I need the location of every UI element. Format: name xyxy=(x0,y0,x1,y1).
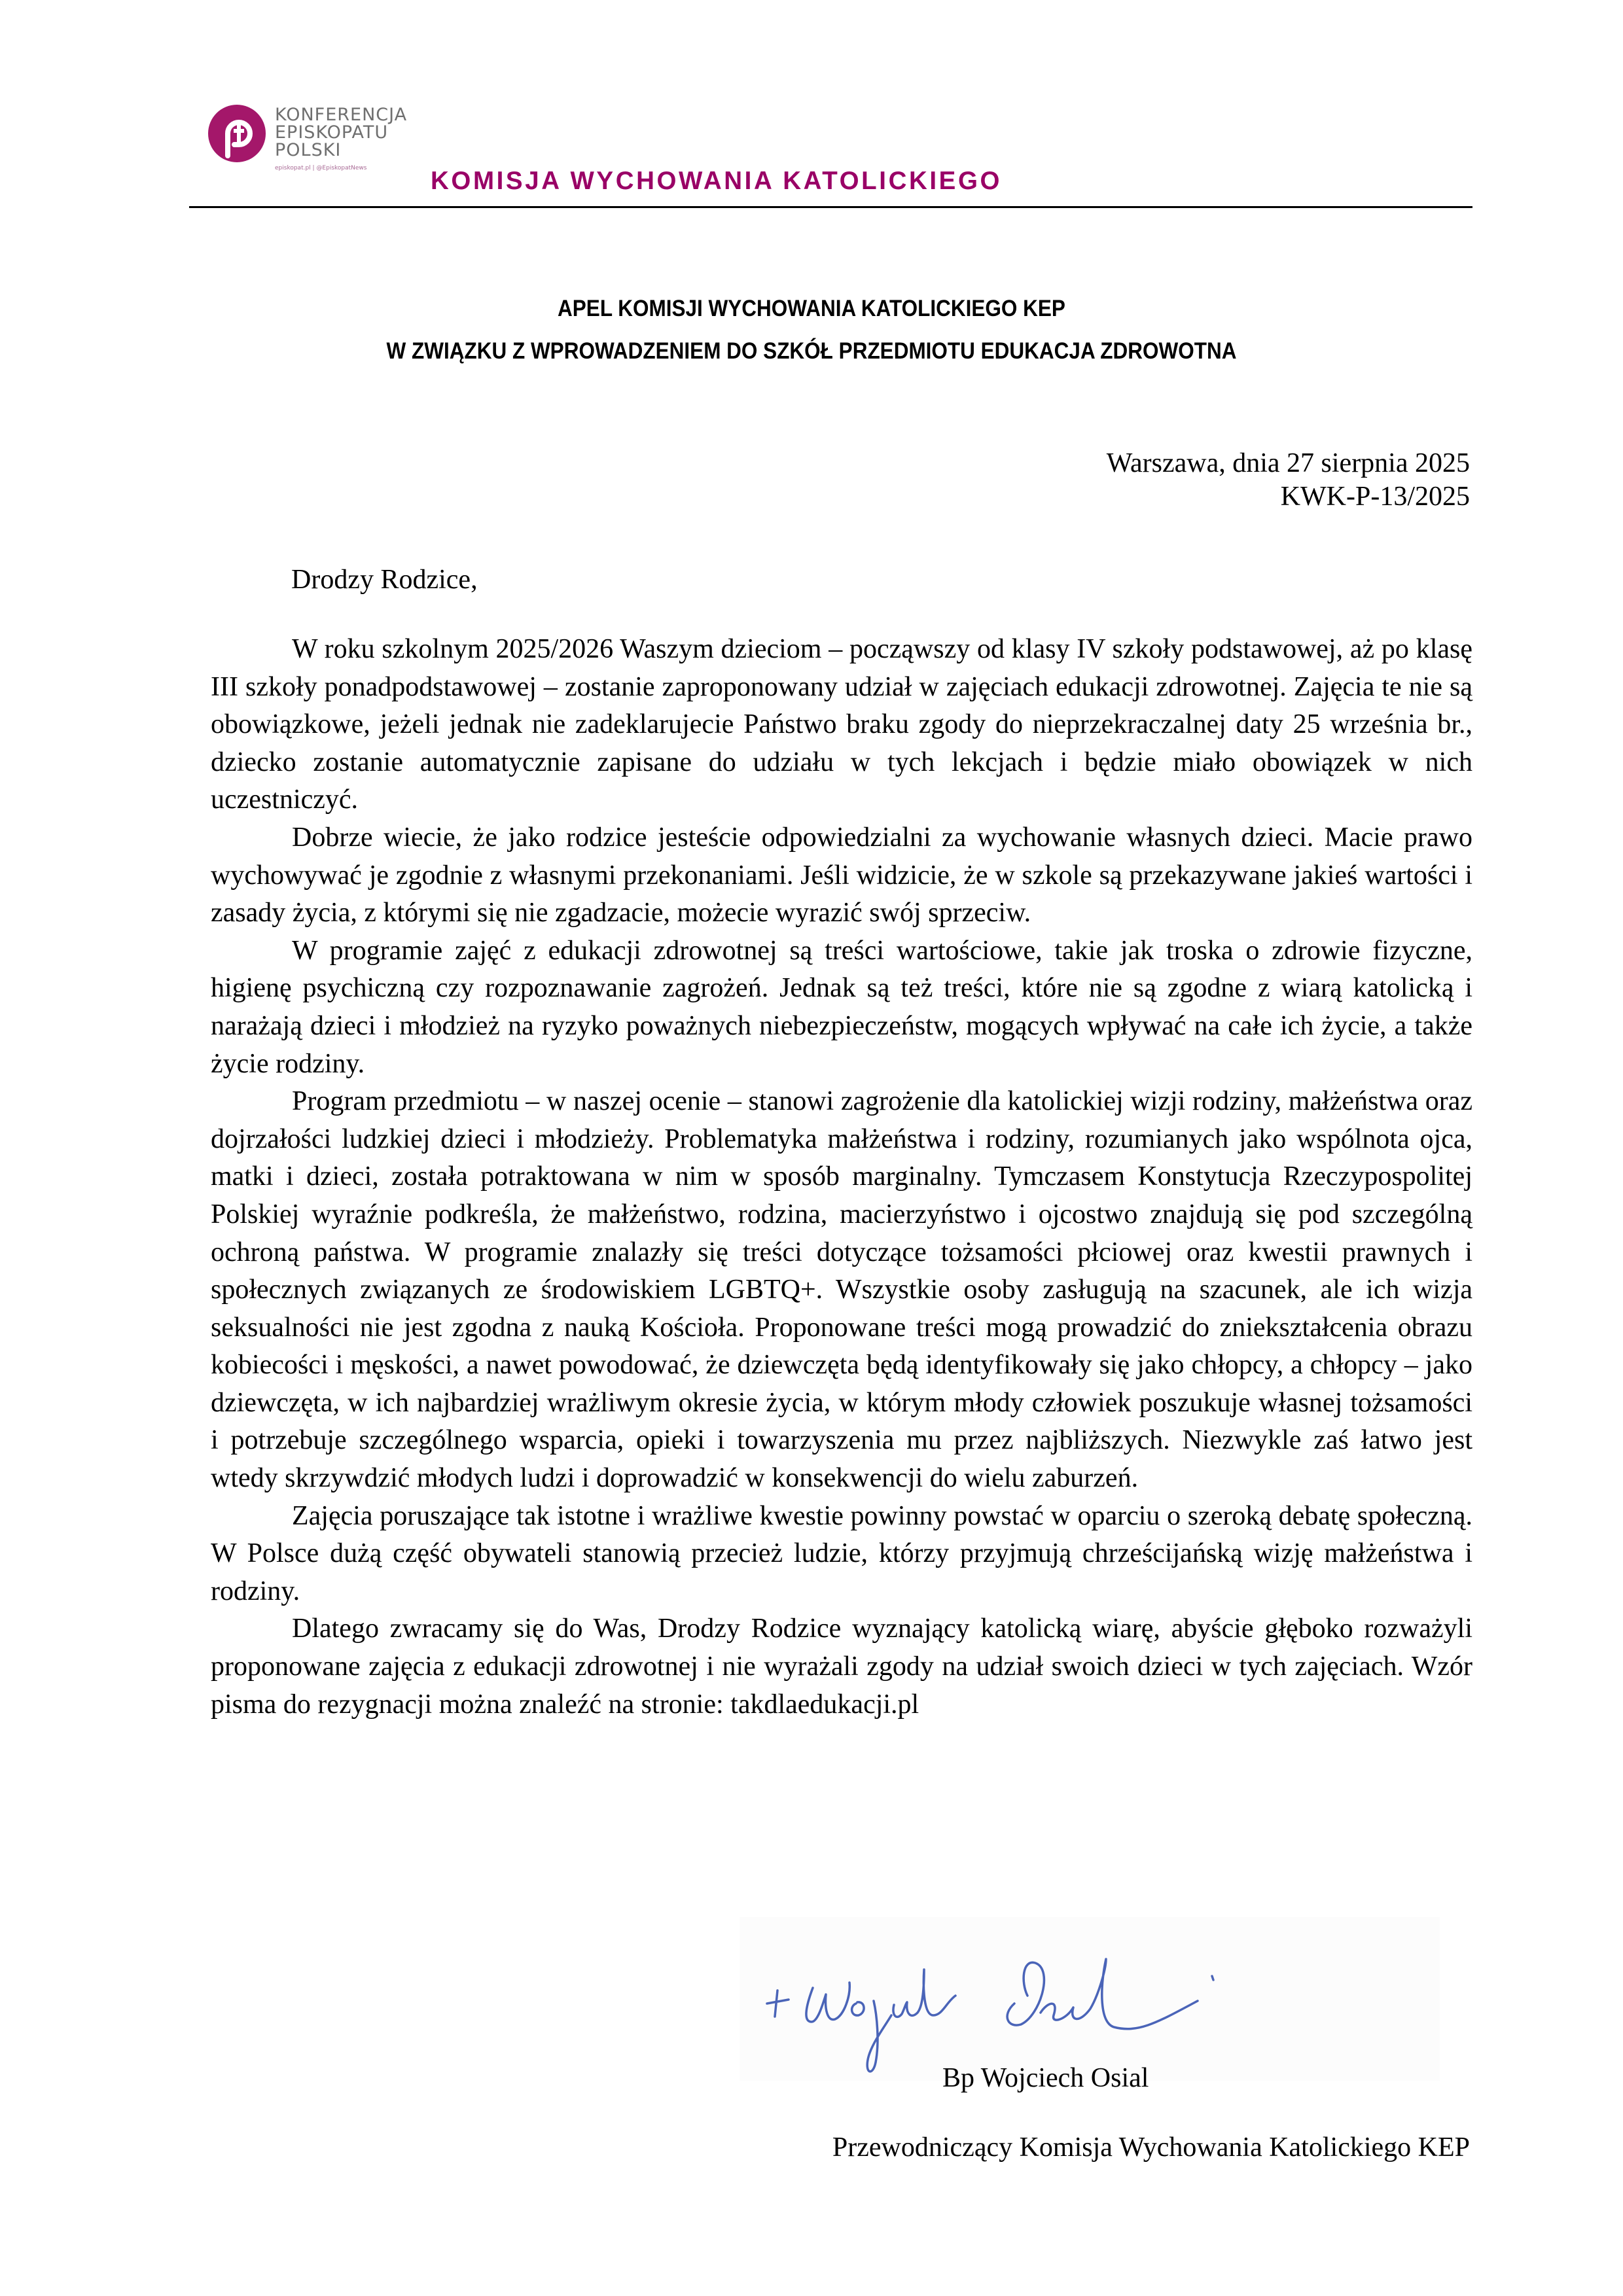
logo-wordmark xyxy=(275,106,407,159)
paragraph: Zajęcia poruszające tak istotne i wrażliwe kwestie powinny powstać w oparciu o szeroką debatę społeczną. W Polsce dużą część obywateli stanowią przecież ludzie, którzy przyjmują chrześcijańską wizję małżeństwa i rodziny. xyxy=(211,1500,1472,1606)
paragraph: Program przedmiotu – w naszej ocenie – stanowi zagrożenie dla katolickiej wizji rodziny, małżeństwa oraz dojrzałości ludzkiej dzieci i młodzieży. Problematyka małżeństwa i rodziny, rozumianych jako wspólnota ojca, matki i dzieci, została potraktowana w nim w sposób marginalny. Tymczasem Konstytucja Rzeczypospolitej Polskiej wyraźnie podkreśla, że małżeństwo, rodzina, macierzyństwo i ojcostwo znajdują się pod szczególną ochroną państwa. W programie znalazły się treści dotyczące tożsamości płciowej oraz kwestii prawnych i społecznych związanych ze środowiskiem LGBTQ+. Wszystkie osoby zasługują na szacunek, ale ich wizja seksualności nie jest zgodna z nauką Kościoła. Proponowane treści mogą prowadzić do zniekształcenia obrazu kobiecości i męskości, a nawet powodować, że dziewczęta będą identyfikowały się jako chłopcy, a chłopcy – jako dziewczęta, w ich najbardziej wrażliwym okresie życia, w którym młody człowiek poszukuje własnej tożsamości i potrzebuje szczególnego wsparcia, opieki i towarzyszenia mu przez najbliższych. Niezwykle zaś łatwo jest wtedy skrzywdzić młodych ludzi i doprowadzić w konsekwencji do wielu zaburzeń. xyxy=(211,1086,1472,1494)
document-title-line-1: APEL KOMISJI WYCHOWANIA KATOLICKIEGO KEP xyxy=(558,296,1065,321)
handwritten-signature xyxy=(740,1917,1440,2081)
letter-body xyxy=(211,631,1472,1723)
paragraph: W programie zajęć z edukacji zdrowotnej są treści wartościowe, takie jak troska o zdrowie fizyczne, higienę psychiczną czy rozpoznawanie zagrożeń. Jednak są też treści, które nie są zgodne z wiarą katolicką i narażają dzieci i młodzież na ryzyko poważnych niebezpieczeństw, mogących wpływać na całe ich życie, a także życie rodziny. xyxy=(211,935,1472,1079)
signer-role: Przewodniczący Komisja Wychowania Katolickiego KEP xyxy=(832,2132,1470,2163)
salutation: Drodzy Rodzice, xyxy=(291,565,478,595)
paragraph: Dobrze wiecie, że jako rodzice jesteście odpowiedzialni za wychowanie własnych dzieci. Macie prawo wychowywać je zgodnie z własnymi przekonaniami. Jeśli widzicie, że w szkole są przekazywane jakieś wartości i zasady życia, z którymi się nie zgadzacie, możecie wyrazić swój sprzeciw. xyxy=(211,822,1472,928)
paragraph: W roku szkolnym 2025/2026 Waszym dzieciom – począwszy od klasy IV szkoły podstawowej, aż po klasę III szkoły ponadpodstawowej – zostanie zaproponowany udział w zajęciach edukacji zdrowotnej. Zajęcia te nie są obowiązkowe, jeżeli jednak nie zadeklarujecie Państwo braku zgody do nieprzekraczalnej daty 25 września br., dziecko zostanie automatycznie zapisane do udziału w tych lekcjach i będzie miało obowiązek w nich uczestniczyć. xyxy=(211,634,1472,815)
cross-in-circle-logo-icon xyxy=(208,105,266,162)
place-and-date: Warszawa, dnia 27 sierpnia 2025 xyxy=(1106,448,1470,478)
paragraph: Dlatego zwracamy się do Was, Drodzy Rodzice wyznający katolicką wiarę, abyście głęboko rozważyli proponowane zajęcia z edukacji zdrowotnej i nie wyrażali zgody na udział swoich dzieci w tych zajęciach. Wzór pisma do rezygnacji można znaleźć na stronie: takdlaedukacji.pl xyxy=(211,1614,1472,1720)
logo-line-2: EPISKOPATU xyxy=(275,122,389,143)
document-title-line-2: W ZWIĄZKU Z WPROWADZENIEM DO SZKÓŁ PRZEDMIOTU EDUKACJA ZDROWOTNA xyxy=(386,338,1237,364)
logo-line-1: KONFERENCJA xyxy=(275,105,408,125)
kep-logo xyxy=(193,92,435,190)
logo-subline: episkopat.pl | @EpiskopatNews xyxy=(275,165,367,171)
header-divider xyxy=(189,206,1472,208)
reference-number: KWK-P-13/2025 xyxy=(1280,482,1470,512)
signer-name: Bp Wojciech Osial xyxy=(942,2063,1149,2093)
logo-line-3: POLSKI xyxy=(275,140,342,160)
commission-name: KOMISJA WYCHOWANIA KATOLICKIEGO xyxy=(431,167,1003,195)
